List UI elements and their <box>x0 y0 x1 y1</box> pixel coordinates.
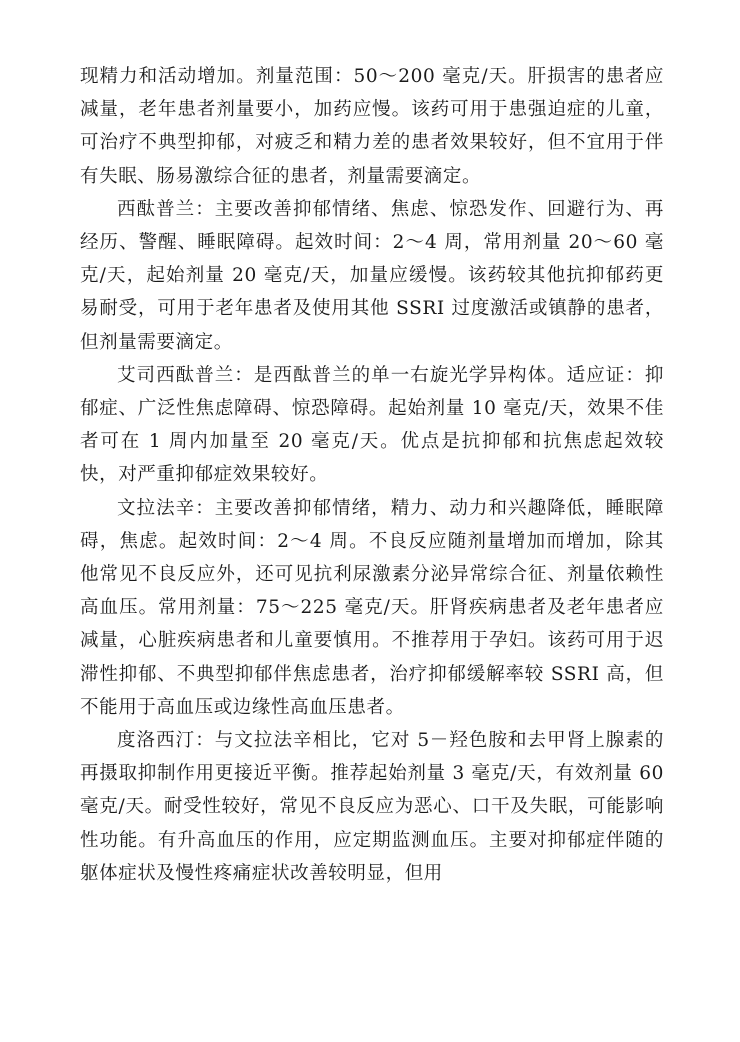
paragraph-duloxetine: 度洛西汀：与文拉法辛相比，它对 5－羟色胺和去甲肾上腺素的再摄取抑制作用更接近平衡。推荐起始剂量 3 毫克/天，有效剂量 60 毫克/天。耐受性较好，常见不良反应为恶心、口干及失眠，可能影响性功能。有升高血压的作用，应定期监测血压。主要对抑郁症伴随的躯体症状及慢性疼痛症状改善较明显，但用 <box>80 730 664 884</box>
paragraph-escitalopram: 艾司西酞普兰：是西酞普兰的单一右旋光学异构体。适应证：抑郁症、广泛性焦虑障碍、惊恐障碍。起始剂量 10 毫克/天，效果不佳者可在 1 周内加量至 20 毫克/天。优点是抗抑郁和抗焦虑起效较快，对严重抑郁症效果较好。 <box>80 364 664 486</box>
paragraph-citalopram: 西酞普兰：主要改善抑郁情绪、焦虑、惊恐发作、回避行为、再经历、警醒、睡眠障碍。起效时间：2～4 周，常用剂量 20～60 毫克/天，起始剂量 20 毫克/天，加量应缓慢。该药较其他抗抑郁药更易耐受，可用于老年患者及使用其他 SSRI 过度激活或镇静的患者，但剂量需要滴定。 <box>80 198 664 353</box>
paragraph-venlafaxine: 文拉法辛：主要改善抑郁情绪，精力、动力和兴趣降低，睡眠障碍，焦虑。起效时间：2～4 周。不良反应随剂量增加而增加，除其他常见不良反应外，还可见抗利尿激素分泌异常综合征、剂量依赖性高血压。常用剂量：75～225 毫克/天。肝肾疾病患者及老年患者应减量，心脏疾病患者和儿童要慎用。不推荐用于孕妇。该药可用于迟滞性抑郁、不典型抑郁伴焦虑患者，治疗抑郁缓解率较 SSRI 高，但不能用于高血压或边缘性高血压患者。 <box>80 497 664 718</box>
document-page <box>80 60 664 890</box>
paragraph-sertraline-continued: 现精力和活动增加。剂量范围：50～200 毫克/天。肝损害的患者应减量，老年患者剂量要小，加药应慢。该药可用于患强迫症的儿童，可治疗不典型抑郁，对疲乏和精力差的患者效果较好，但不宜用于伴有失眠、肠易激综合征的患者，剂量需要滴定。 <box>80 66 664 187</box>
